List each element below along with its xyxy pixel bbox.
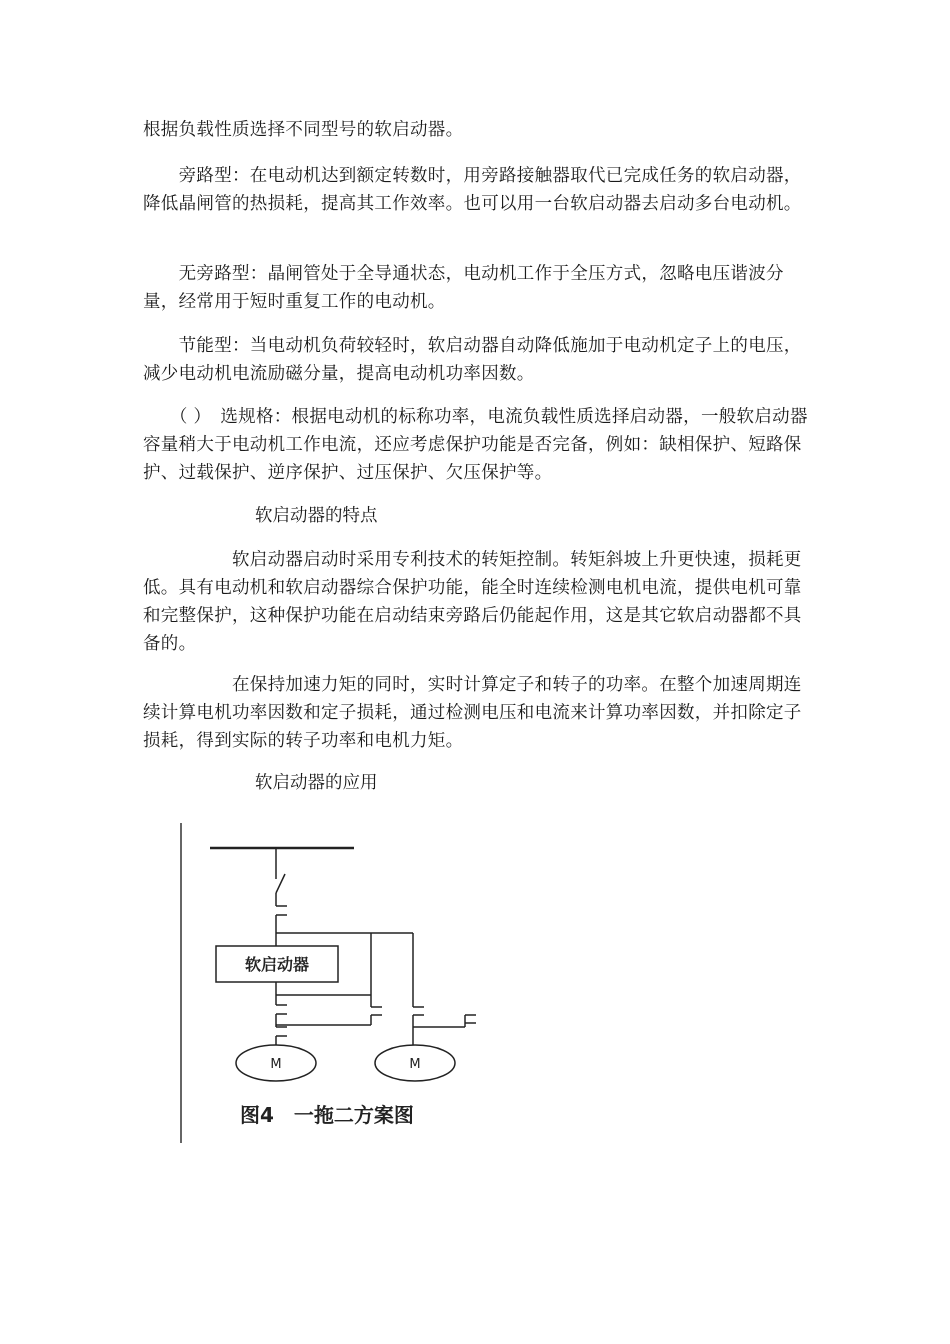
- paragraph-bypass-type: 旁路型：在电动机达到额定转数时，用旁路接触器取代已完成任务的软启动器，降低晶闸管的热损耗，提高其工作效率。也可以用一台软启动器去启动多台电动机。: [143, 166, 802, 214]
- motor-2-label: M: [409, 1057, 421, 1072]
- one-drives-two-diagram: [170, 815, 490, 1145]
- figure-caption: 图4 一拖二方案图: [240, 1103, 414, 1127]
- heading-features: 软启动器的特点: [255, 506, 378, 526]
- paragraph-features-1: 软启动器启动时采用专利技术的转矩控制。转矩斜坡上升更快速，损耗更低。具有电动机和软启动器综合保护功能，能全时连续检测电机电流，提供电机可靠和完整保护，这种保护功能在启动结束旁路后仍能起作用，这是其它软启动器都不具备的。: [143, 550, 802, 654]
- paragraph-spec-selection: （ ） 选规格：根据电动机的标称功率，电流负载性质选择启动器，一般软启动器容量稍大于电动机工作电流，还应考虑保护功能是否完备，例如：缺相保护、短路保护、过载保护、逆序保护、过压保护、欠压保护等。: [143, 407, 808, 483]
- paragraph-energy-saving-type: 节能型：当电动机负荷较轻时，软启动器自动降低施加于电动机定子上的电压，减少电动机电流励磁分量，提高电动机功率因数。: [143, 336, 802, 384]
- soft-starter-label: 软启动器: [244, 955, 310, 974]
- paragraph-intro: 根据负载性质选择不同型号的软启动器。: [143, 120, 464, 140]
- main-switch: [276, 848, 287, 946]
- starter-output-line: [276, 982, 371, 995]
- heading-application: 软启动器的应用: [255, 773, 378, 793]
- paragraph-no-bypass-type: 无旁路型：晶闸管处于全导通状态，电动机工作于全压方式，忽略电压谐波分量，经常用于短时重复工作的电动机。: [143, 264, 784, 312]
- motor2-contactors: [413, 995, 476, 1047]
- motor1-contactors: [276, 995, 382, 1047]
- motor-1-label: M: [270, 1057, 282, 1072]
- paragraph-features-2: 在保持加速力矩的同时，实时计算定子和转子的功率。在整个加速周期连续计算电机功率因数和定子损耗，通过检测电压和电流来计算功率因数，并扣除定子损耗，得到实际的转子功率和电机力矩。: [143, 675, 802, 751]
